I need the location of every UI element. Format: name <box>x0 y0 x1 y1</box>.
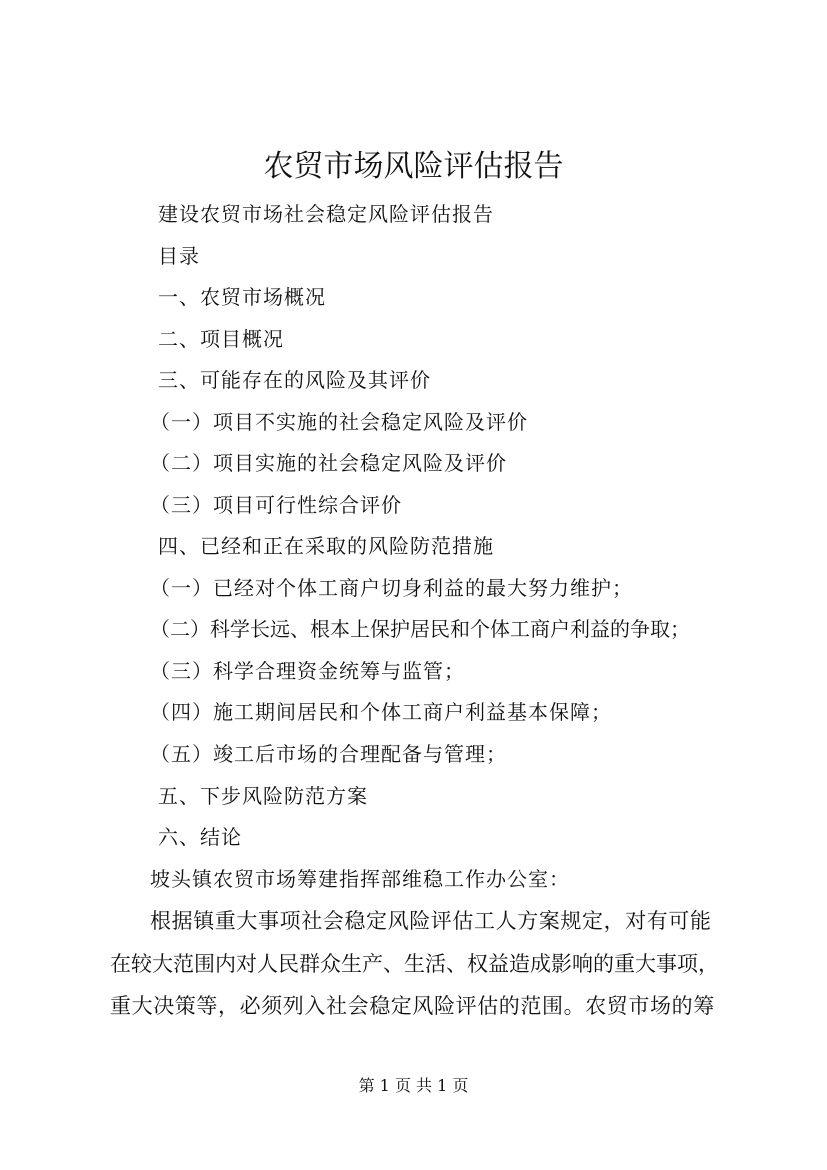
toc-item: （一）已经对个体工商户切身利益的最大努力维护； <box>150 576 633 600</box>
toc-item: 三、可能存在的风险及其评价 <box>158 368 431 392</box>
page-footer: 第 1 页 共 1 页 <box>358 1076 469 1095</box>
toc-item: （三）项目可行性综合评价 <box>150 493 402 517</box>
document-title: 农贸市场风险评估报告 <box>263 149 564 184</box>
toc-item: 二、项目概况 <box>158 327 284 351</box>
toc-item: （四）施工期间居民和个体工商户利益基本保障； <box>150 700 612 724</box>
toc-item: （二）项目实施的社会稳定风险及评价 <box>150 451 507 475</box>
toc-item: 五、下步风险防范方案 <box>158 784 368 808</box>
toc-item: （二）科学长远、根本上保护居民和个体工商户利益的争取； <box>150 617 690 641</box>
body-line: 重大决策等，必须列入社会稳定风险评估的范围。农贸市场的筹 <box>110 994 715 1018</box>
toc-item: 一、农贸市场概况 <box>158 285 326 309</box>
toc-item: 六、结论 <box>158 825 242 849</box>
document-subtitle: 建设农贸市场社会稳定风险评估报告 <box>158 202 494 226</box>
body-line: 在较大范围内对人民群众生产、生活、权益造成影响的重大事项， <box>110 952 719 976</box>
addressee: 坡头镇农贸市场筹建指挥部维稳工作办公室： <box>150 867 570 891</box>
toc-item: 四、已经和正在采取的风险防范措施 <box>158 534 494 558</box>
toc-item: （五）竣工后市场的合理配备与管理； <box>150 742 507 766</box>
toc-item: （三）科学合理资金统筹与监管； <box>150 659 465 683</box>
toc-heading: 目录 <box>158 244 200 268</box>
toc-item: （一）项目不实施的社会稳定风险及评价 <box>150 410 528 434</box>
body-line: 根据镇重大事项社会稳定风险评估工人方案规定，对有可能 <box>150 909 712 933</box>
